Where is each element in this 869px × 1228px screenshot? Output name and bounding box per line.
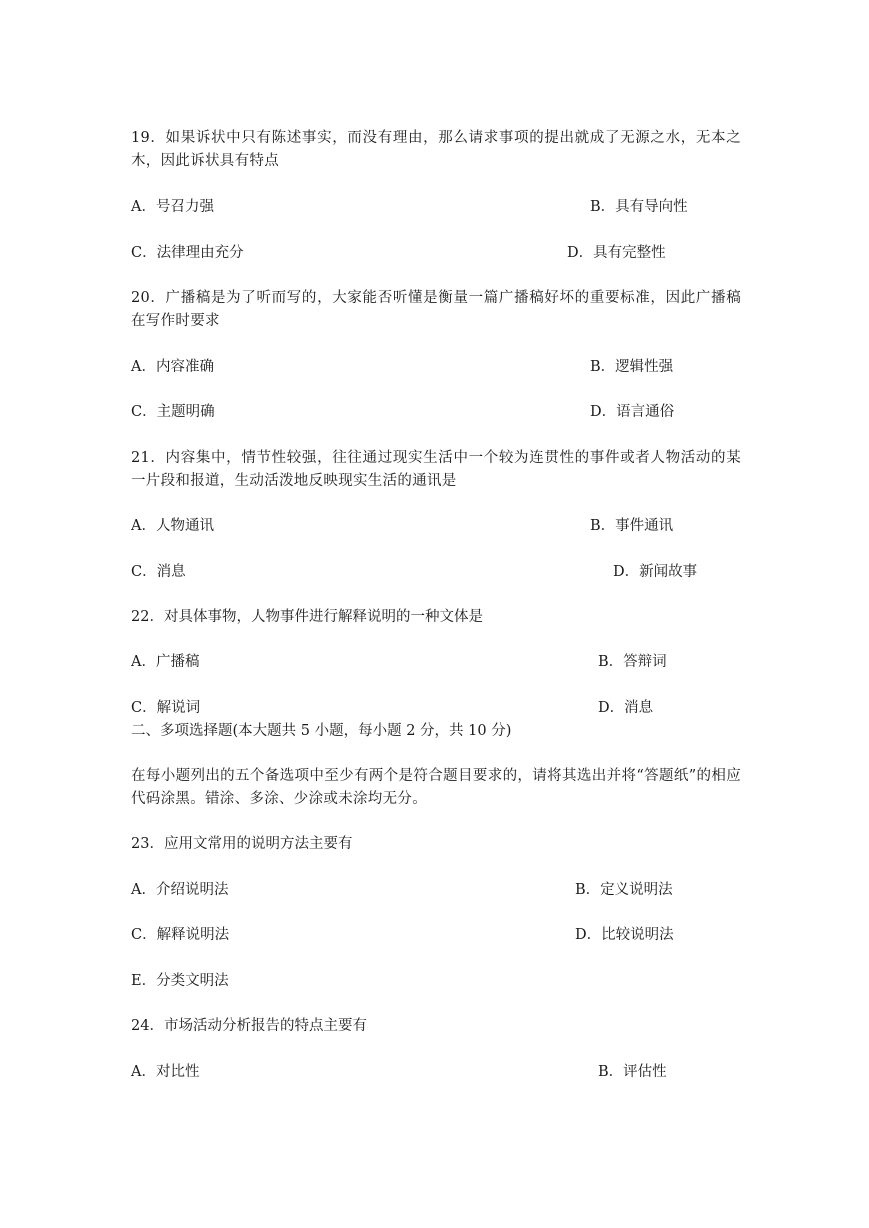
q19-option-a: A．号召力强 (131, 199, 214, 215)
q23-option-b: B．定义说明法 (575, 882, 673, 898)
q22-option-c: C．解说词 (131, 700, 201, 716)
q20-option-a: A．内容准确 (131, 359, 214, 375)
q23-option-e: E．分类文明法 (131, 973, 229, 989)
q24-option-a: A．对比性 (131, 1064, 200, 1080)
question-23-stem: 23．应用文常用的说明方法主要有 (131, 836, 353, 852)
question-22-stem: 22．对具体事物，人物事件进行解释说明的一种文体是 (131, 609, 483, 625)
question-19-stem: 19．如果诉状中只有陈述事实，而没有理由，那么请求事项的提出就成了无源之水，无本之木，因此诉状具有特点 (131, 130, 741, 169)
q21-option-b: B．事件通讯 (590, 518, 674, 534)
q23-option-d: D．比较说明法 (575, 927, 674, 943)
q23-option-c: C．解释说明法 (131, 927, 230, 943)
q21-option-d: D．新闻故事 (613, 564, 698, 580)
q20-option-c: C．主题明确 (131, 404, 215, 420)
q22-option-a: A．广播稿 (131, 654, 200, 670)
section-2-instructions: 在每小题列出的五个备选项中至少有两个是符合题目要求的，请将其选出并将“答题纸”的相应代码涂黑。错涂、多涂、少涂或未涂均无分。 (131, 768, 741, 807)
section-2-heading: 二、多项选择题(本大题共 5 小题，每小题 2 分，共 10 分) (131, 723, 512, 739)
question-20-stem: 20．广播稿是为了听而写的，大家能否听懂是衡量一篇广播稿好坏的重要标准，因此广播稿在写作时要求 (131, 290, 741, 329)
q21-option-a: A．人物通讯 (131, 518, 214, 534)
q20-option-b: B．逻辑性强 (590, 359, 674, 375)
question-24-stem: 24．市场活动分析报告的特点主要有 (131, 1018, 367, 1034)
q20-option-d: D．语言通俗 (590, 404, 675, 420)
q21-option-c: C．消息 (131, 564, 186, 580)
q22-option-b: B．答辩词 (598, 654, 667, 670)
q23-option-a: A．介绍说明法 (131, 882, 229, 898)
q22-option-d: D．消息 (598, 700, 654, 716)
question-21-stem: 21．内容集中，情节性较强，往往通过现实生活中一个较为连贯性的事件或者人物活动的某一片段和报道，生动活泼地反映现实生活的通讯是 (131, 450, 741, 489)
q24-option-b: B．评估性 (598, 1064, 667, 1080)
q19-option-c: C．法律理由充分 (131, 245, 244, 261)
q19-option-b: B．具有导向性 (590, 199, 688, 215)
q19-option-d: D．具有完整性 (567, 245, 666, 261)
